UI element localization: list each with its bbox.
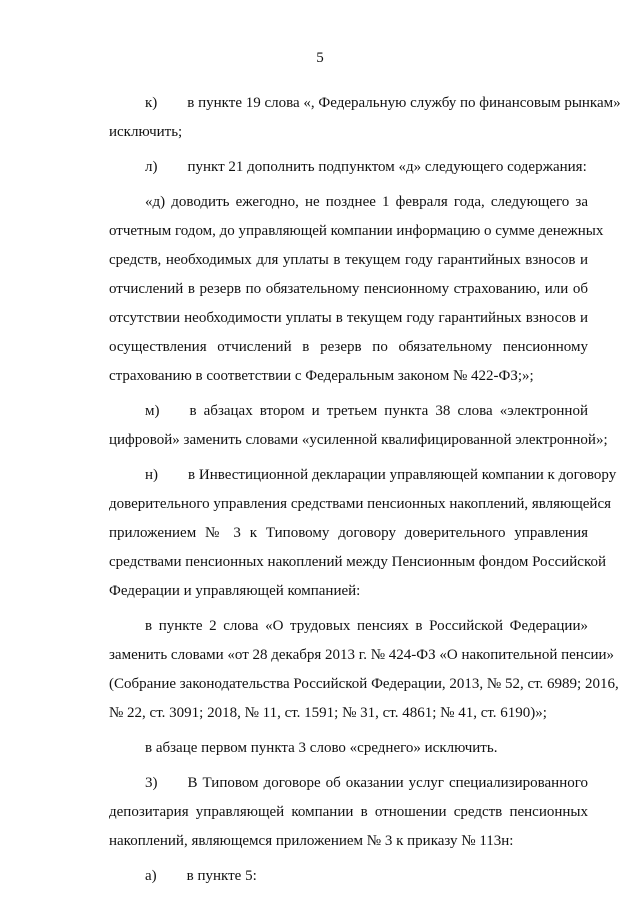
text-line: отсутствии необходимости уплаты в текущем году гарантийных взносов и xyxy=(109,310,588,326)
text-line: в пункте 2 слова «О трудовых пенсиях в Российской Федерации» xyxy=(145,618,588,634)
paragraph-m xyxy=(73,397,608,455)
text-line: исключить; xyxy=(109,124,183,140)
paragraph-3 xyxy=(73,769,588,856)
paragraph-point-3 xyxy=(73,734,588,763)
text-line: приложением № 3 к Типовому договору доверительного управления xyxy=(109,525,588,541)
text-line: доверительного управления средствами пенсионных накоплений, являющейся xyxy=(109,496,612,512)
document-body xyxy=(73,89,621,891)
text-line: № 22, ст. 3091; 2018, № 11, ст. 1591; № 31, ст. 4861; № 41, ст. 6190)»; xyxy=(109,705,547,721)
text-line: Федерации и управляющей компанией: xyxy=(109,583,361,599)
text-line: н) в Инвестиционной декларации управляющей компании к договору xyxy=(145,467,617,483)
text-line: а) в пункте 5: xyxy=(145,868,257,884)
text-line: л) пункт 21 дополнить подпунктом «д» следующего содержания: xyxy=(145,159,587,175)
text-line: накоплений, являющемся приложением № 3 к приказу № 113н: xyxy=(109,833,514,849)
text-line: м) в абзацах втором и третьем пункта 38 слова «электронной xyxy=(145,403,588,419)
page-number: 5 xyxy=(316,50,324,66)
paragraph-d-quote xyxy=(73,188,604,391)
text-line: отчетным годом, до управляющей компании информацию о сумме денежных xyxy=(109,223,604,239)
text-line: средств, необходимых для уплаты в текущем году гарантийных взносов и xyxy=(109,252,588,268)
text-line: отчислений в резерв по обязательному пенсионному страхованию, или об xyxy=(109,281,588,297)
text-line: заменить словами «от 28 декабря 2013 г. № 424-ФЗ «О накопительной пенсии» xyxy=(109,647,615,663)
paragraph-point-2 xyxy=(73,612,619,728)
paragraph-l xyxy=(73,153,588,182)
paragraph-k xyxy=(73,89,621,147)
text-line: цифровой» заменить словами «усиленной квалифицированной электронной»; xyxy=(109,432,608,448)
paragraph-a xyxy=(73,862,588,891)
text-line: страхованию в соответствии с Федеральным законом № 422-ФЗ;»; xyxy=(109,368,534,384)
text-line: осуществления отчислений в резерв по обязательному пенсионному xyxy=(109,339,588,355)
text-line: в абзаце первом пункта 3 слово «среднего» исключить. xyxy=(145,740,498,756)
paragraph-n xyxy=(73,461,617,606)
text-line: 3) В Типовом договоре об оказании услуг специализированного xyxy=(145,775,588,791)
text-line: к) в пункте 19 слова «, Федеральную службу по финансовым рынкам» xyxy=(145,95,621,111)
text-line: средствами пенсионных накоплений между Пенсионным фондом Российской xyxy=(109,554,606,570)
text-line: «д) доводить ежегодно, не позднее 1 февраля года, следующего за xyxy=(145,194,588,210)
text-line: депозитария управляющей компании в отношении средств пенсионных xyxy=(109,804,588,820)
text-line: (Собрание законодательства Российской Федерации, 2013, № 52, ст. 6989; 2016, xyxy=(109,676,619,692)
